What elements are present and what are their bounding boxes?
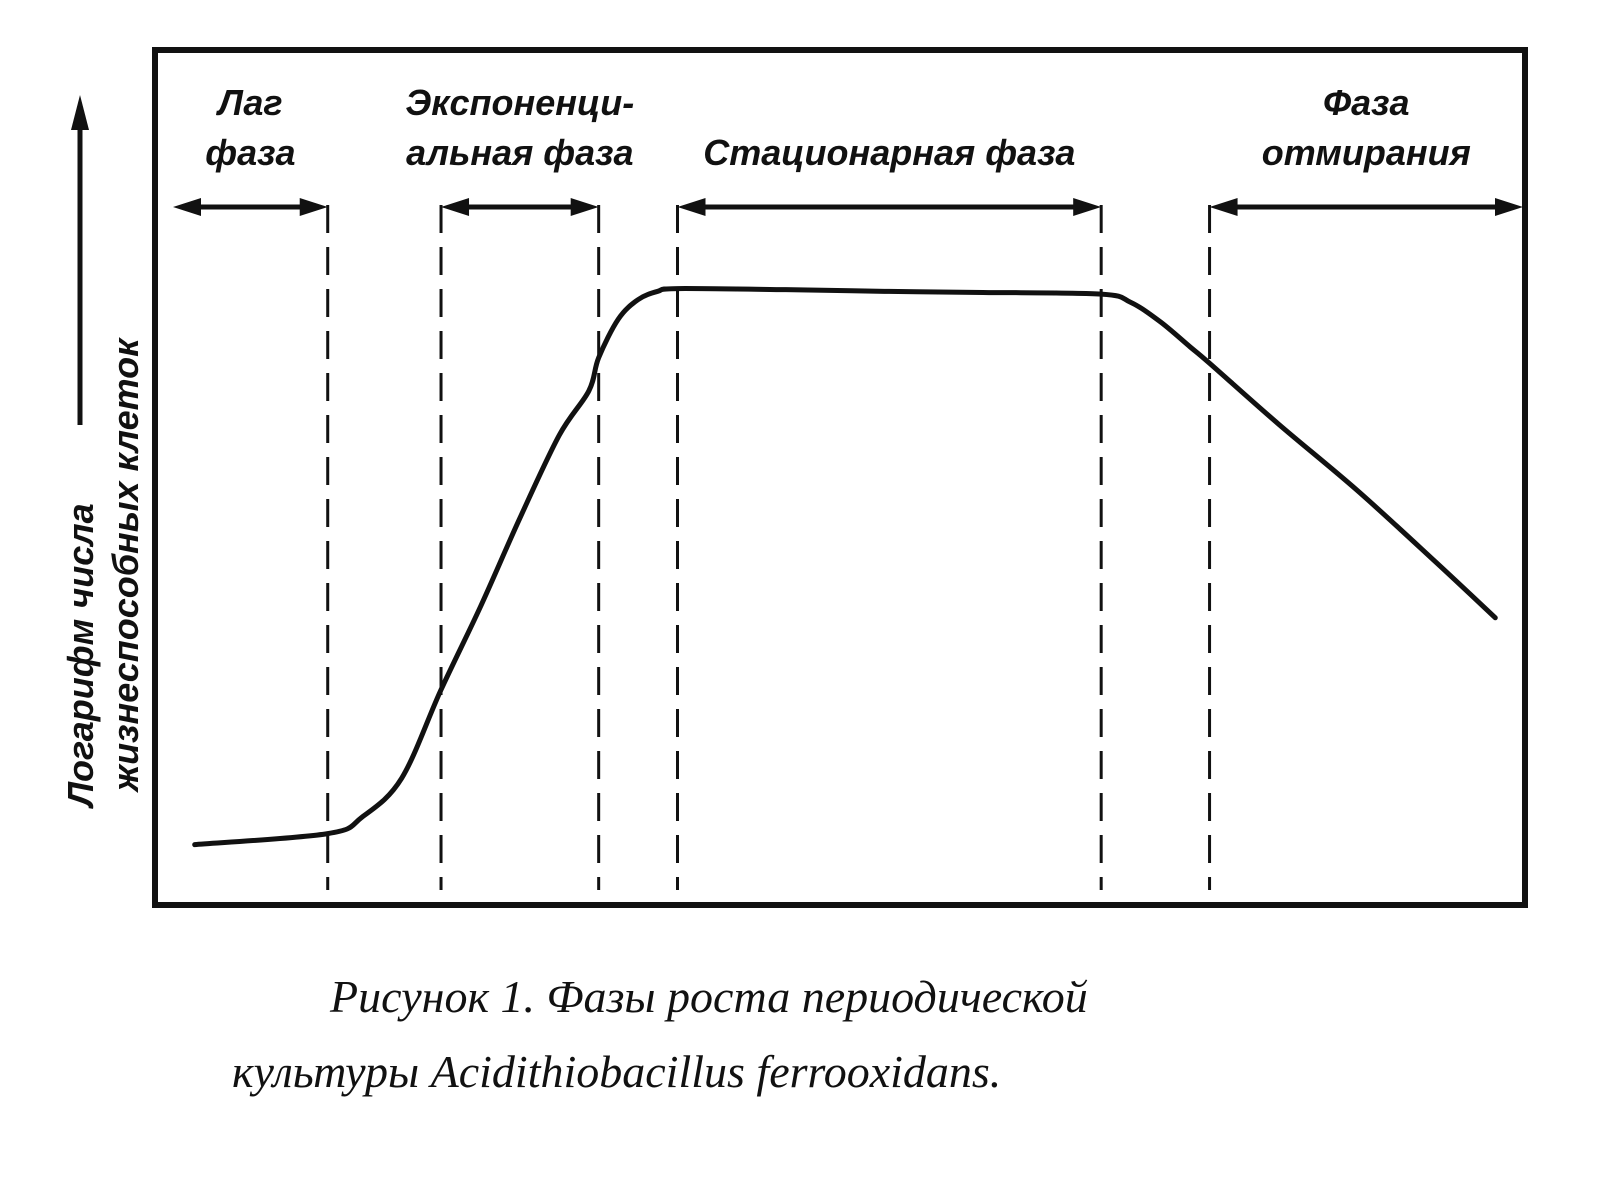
- figure-caption-line1: Рисунок 1. Фазы роста периодической: [330, 971, 1088, 1022]
- phase-label: Стационарная фаза: [703, 132, 1076, 173]
- phase-label: Лаг: [218, 82, 283, 123]
- y-axis-arrow: [71, 95, 89, 425]
- y-axis-label-line1: Логарифм числа: [60, 503, 101, 807]
- phase-label: альная фаза: [406, 132, 634, 173]
- phase-arrow: [1210, 198, 1523, 216]
- plot-frame: [155, 50, 1525, 905]
- phase-label: отмирания: [1261, 132, 1471, 173]
- phase-label: фаза: [205, 132, 296, 173]
- phase-label: Фаза: [1323, 82, 1410, 123]
- growth-curve: [195, 289, 1496, 845]
- phase-labels: [205, 82, 1471, 173]
- phase-arrow: [173, 198, 328, 216]
- phase-boundary-lines: [328, 205, 1210, 890]
- figure-caption-line2: культуры Acidithiobacillus ferrooxidans.: [232, 1046, 1002, 1097]
- y-axis-label-line2: жизнеспособных клеток: [105, 338, 146, 792]
- phase-label: Экспоненци-: [405, 82, 635, 123]
- phase-arrow: [678, 198, 1102, 216]
- phase-arrow: [441, 198, 599, 216]
- phase-arrows: [173, 198, 1523, 216]
